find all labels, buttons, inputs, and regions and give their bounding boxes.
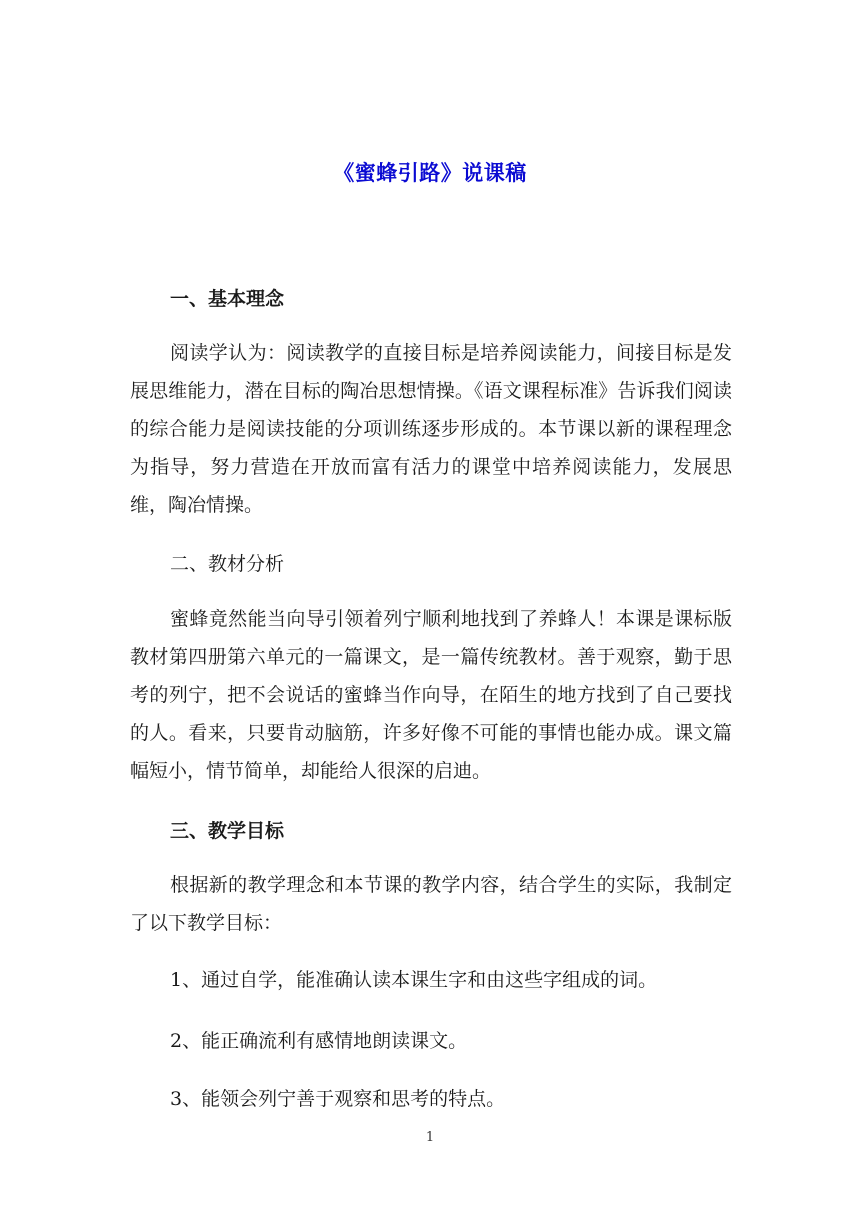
section-body-textbook-analysis: 蜜蜂竟然能当向导引领着列宁顺利地找到了养蜂人！本课是课标版教材第四册第六单元的一篇课文，是一篇传统教材。善于观察，勤于思考的列宁，把不会说话的蜜蜂当作向导，在陌生的地方找到了自己要找的人。看来，只要肯动脑筋，许多好像不可能的事情也能办成。课文篇幅短小，情节简单，却能给人很深的启迪。 <box>130 608 732 782</box>
document-title: 《蜜蜂引路》说课稿 <box>333 161 527 185</box>
page-number: 1 <box>425 1130 435 1145</box>
list-item: 3、能领会列宁善于观察和思考的特点。 <box>170 1088 506 1110</box>
section-heading-textbook-analysis: 二、教材分析 <box>170 553 285 575</box>
section-body-basic-concept: 阅读学认为：阅读教学的直接目标是培养阅读能力，间接目标是发展思维能力，潜在目标的陶冶思想情操。《语文课程标准》告诉我们阅读的综合能力是阅读技能的分项训练逐步形成的。本节课以新的课程理念为指导，努力营造在开放而富有活力的课堂中培养阅读能力，发展思维，陶冶情操。 <box>130 342 732 516</box>
section-heading-basic-concept: 一、基本理念 <box>170 288 285 310</box>
section-body-teaching-goals: 根据新的教学理念和本节课的教学内容，结合学生的实际，我制定了以下教学目标： <box>130 874 732 934</box>
section-heading-teaching-goals: 三、教学目标 <box>170 820 285 842</box>
list-item: 1、通过自学，能准确认读本课生字和由这些字组成的词。 <box>170 969 658 991</box>
list-item: 2、能正确流利有感情地朗读课文。 <box>170 1030 468 1052</box>
